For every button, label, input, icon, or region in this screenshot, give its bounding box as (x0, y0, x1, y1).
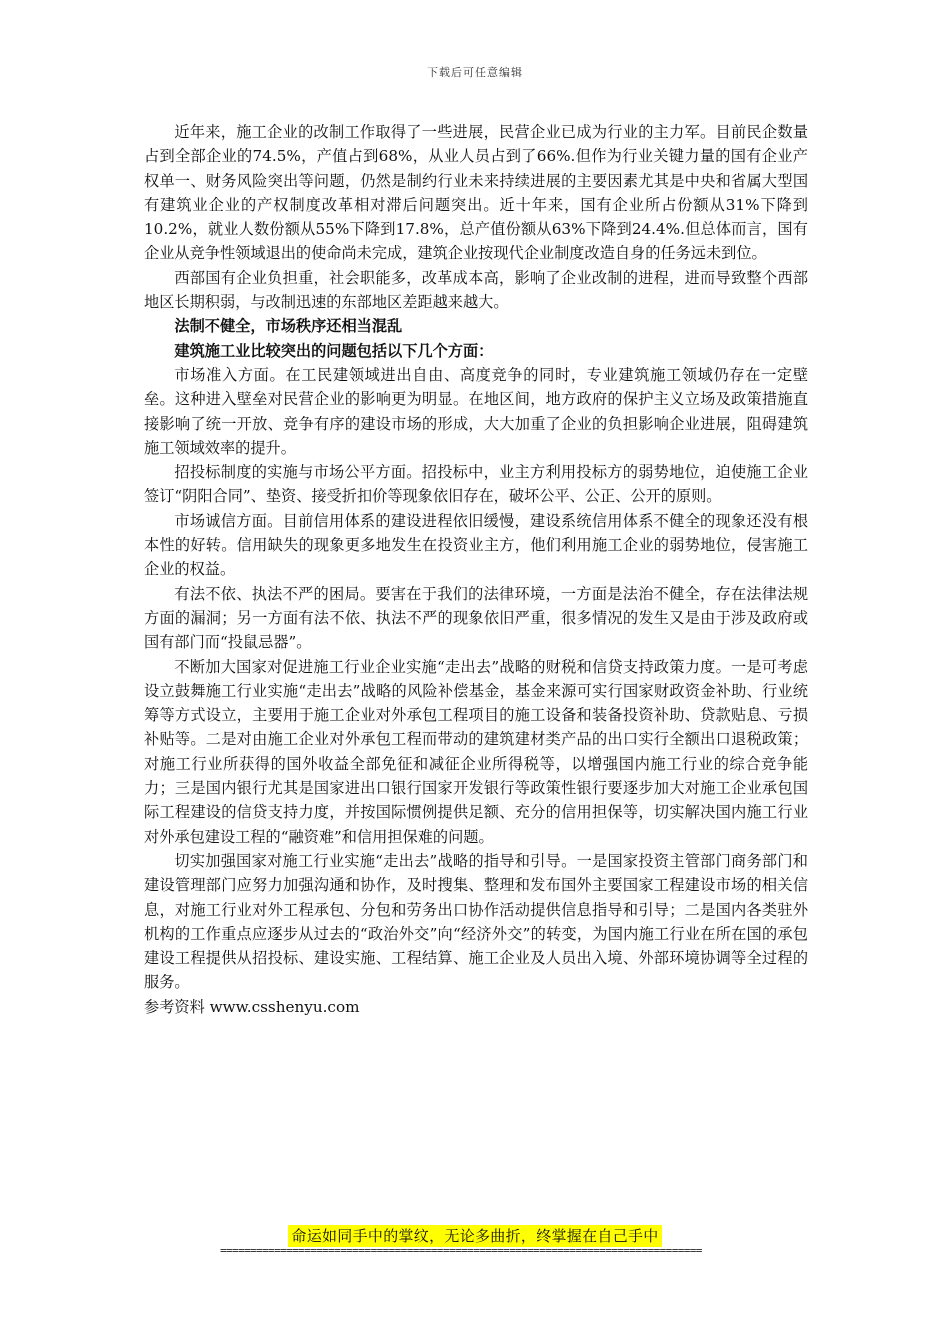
paragraph-guidance: 切实加强国家对施工行业实施“走出去”战略的指导和引导。一是国家投资主管部门商务部门和建设管理部门应努力加强沟通和协作，及时搜集、整理和发布国外主要国家工程建设市场的相关信息，对施工行业对外工程承包、分包和劳务出口协作活动提供信息指导和引导；二是国内各类驻外机构的工作重点应逐步从过去的“政治外交”向“经济外交”的转变，为国内施工行业在所在国的承包建设工程提供从招投标、建设实施、工程结算、施工企业及人员出入境、外部环境协调等全过程的服务。 (144, 851, 808, 992)
paragraph-bidding: 招投标制度的实施与市场公平方面。招投标中，业主方利用投标方的弱势地位，迫使施工企业签订“阴阳合同”、垫资、接受折扣价等现象依旧存在，破坏公平、公正、公开的原则。 (144, 463, 808, 506)
paragraph-credit: 市场诚信方面。目前信用体系的建设进程依旧缓慢，建设系统信用体系不健全的现象还没有根本性的好转。信用缺失的现象更多地发生在投资业主方，他们利用施工企业的弱势地位，侵害施工企业的权益。 (144, 511, 808, 579)
paragraph-fiscal-support: 不断加大国家对促进施工行业企业实施“走出去”战略的财税和信贷支持政策力度。一是可考虑设立鼓舞施工行业实施“走出去”战略的风险补偿基金，基金来源可实行国家财政资金补助、行业统筹等方式设立，主要用于施工企业对外承包工程项目的施工设备和装备投资补助、贷款贴息、亏损补贴等。二是对由施工企业对外承包工程而带动的建筑建材类产品的出口实行全额出口退税政策；对施工行业所获得的国外收益全部免征和减征企业所得税等，以增强国内施工行业的综合竞争能力；三是国内银行尤其是国家进出口银行国家开发银行等政策性银行要逐步加大对施工企业承包国际工程建设的信贷支持力度，并按国际惯例提供足额、充分的信用担保等，切实解决国内施工行业对外承包建设工程的“融资难”和信用担保难的问题。 (144, 657, 808, 846)
paragraph-western-soe: 西部国有企业负担重，社会职能多，改革成本高，影响了企业改制的进程，进而导致整个西部地区长期积弱，与改制迅速的东部地区差距越来越大。 (144, 268, 808, 312)
document-body (144, 120, 808, 1019)
footer-motto: 命运如同手中的掌纹，无论多曲折，终掌握在自己手中 (288, 1225, 661, 1247)
paragraph-law-enforcement: 有法不依、执法不严的困局。要害在于我们的法律环境，一方面是法治不健全，存在法律法规方面的漏洞；另一方面有法不依、执法不严的现象依旧严重，很多情况的发生又是由于涉及政府或国有部门而“投鼠忌器”。 (144, 584, 808, 652)
paragraph-market-access: 市场准入方面。在工民建领域进出自由、高度竞争的同时，专业建筑施工领域仍存在一定壁垒。这种进入壁垒对民营企业的影响更为明显。在地区间，地方政府的保护主义立场及政策措施直接影响了统一开放、竞争有序的建设市场的形成，大大加重了企业的负担影响企业进展，阻碍建筑施工领域效率的提升。 (144, 365, 808, 457)
paragraph-reform-progress: 近年来，施工企业的改制工作取得了一些进展，民营企业已成为行业的主力军。目前民企数量占到全部企业的74.5%，产值占到68%，从业人员占到了66%.但作为行业关键力量的国有企业产权单一、财务风险突出等问题，仍然是制约行业未来持续进展的主要因素尤其是中央和省属大型国有建筑业企业的产权制度改革相对滞后问题突出。近十年来，国有企业所占份额从31%下降到10.2%，就业人数份额从55%下降到17.8%，总产值份额从63%下降到24.4%.但总体而言，国有企业从竞争性领域退出的使命尚未完成，建筑企业按现代企业制度改造自身的任务远未到位。 (144, 123, 808, 263)
heading-problems: 建筑施工业比较突出的问题包括以下几个方面： (174, 341, 494, 360)
page-header: 下载后可任意编辑 (427, 66, 523, 79)
reference-line: 参考资料 www.csshenyu.com (144, 997, 360, 1016)
footer-divider: ================================================================================ (220, 1244, 702, 1257)
heading-legal-system: 法制不健全，市场秩序还相当混乱 (174, 317, 403, 336)
